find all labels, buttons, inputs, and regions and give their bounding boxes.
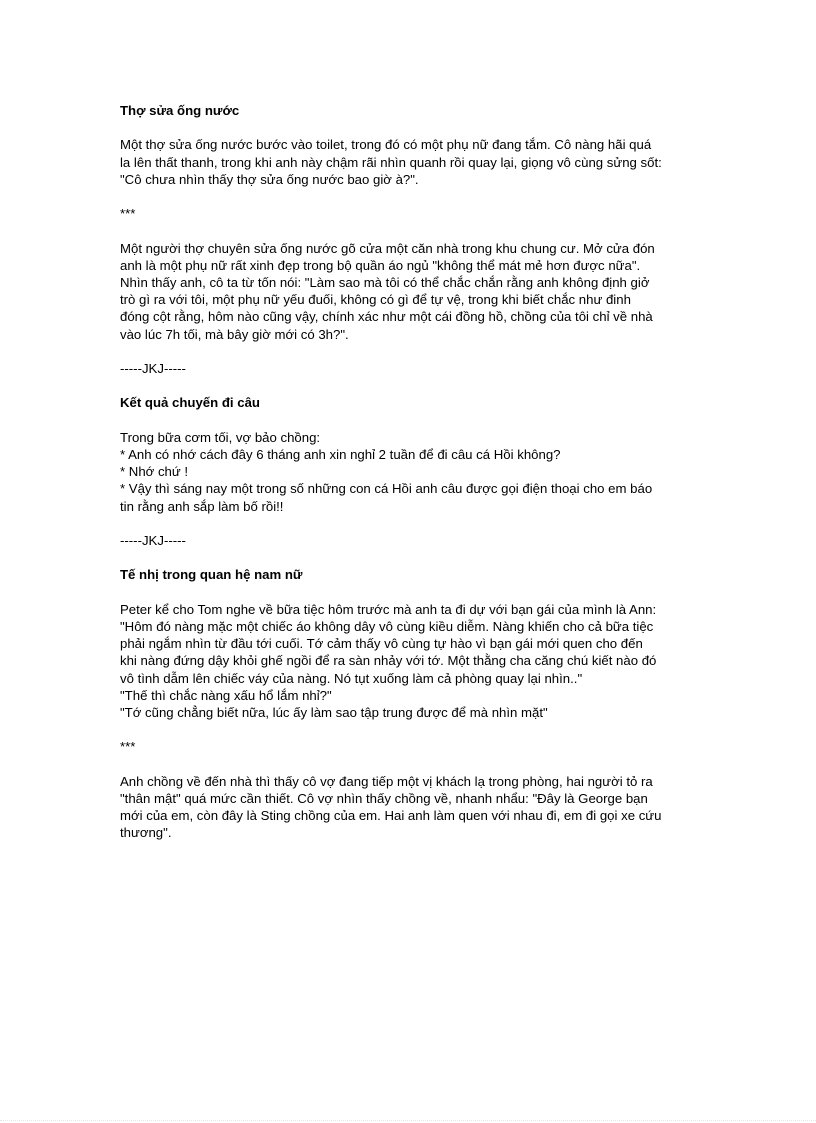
story-5-line: "thân mật" quá mức cần thiết. Cô vợ nhìn thấy chồng về, nhanh nhẩu: "Đây là George bạn <box>120 790 648 806</box>
story-3-line: tin rằng anh sắp làm bố rồi!! <box>120 498 284 514</box>
separator-jkj: -----JKJ----- <box>120 360 186 376</box>
story-2-line: trò gì ra với tôi, một phụ nữ yếu đuối, không có gì để tự vệ, trong khi biết chắc như đinh <box>120 292 631 308</box>
separator-stars: *** <box>120 206 136 222</box>
story-3-line: * Vậy thì sáng nay một trong số những con cá Hồi anh câu được gọi điện thoại cho em báo <box>120 481 653 497</box>
story-4-line: khi nàng đứng dậy khỏi ghế ngồi để ra sàn nhảy với tớ. Một thằng cha căng chú kiết nào đó <box>120 653 657 669</box>
story-5-line: Anh chồng về đến nhà thì thấy cô vợ đang tiếp một vị khách lạ trong phòng, hai người tỏ ra <box>120 773 653 789</box>
story-3-line: Trong bữa cơm tối, vợ bảo chồng: <box>120 429 321 445</box>
story-5-line: thương". <box>120 825 172 841</box>
story-2-line: Nhìn thấy anh, cô ta từ tốn nói: "Làm sao mà tôi có thể chắc chắn rằng anh không định giở <box>120 274 650 290</box>
story-2-line: vào lúc 7h tối, mà bây giờ mới có 3h?". <box>120 326 349 342</box>
story-2-line: anh là một phụ nữ rất xinh đẹp trong bộ quần áo ngủ "không thể mát mẻ hơn được nữa". <box>120 257 641 273</box>
story-4-body <box>120 601 700 721</box>
story-1-line: la lên thất thanh, trong khi anh này chậm rãi nhìn quanh rồi quay lại, giọng vô cùng sửng sốt: <box>120 154 662 170</box>
story-3-line: * Anh có nhớ cách đây 6 tháng anh xin nghỉ 2 tuần để đi câu cá Hồi không? <box>120 446 561 462</box>
story-4-line: "Hôm đó nàng mặc một chiếc áo không dây vô cùng kiều diễm. Nàng khiến cho cả bữa tiệc <box>120 618 654 634</box>
story-3-line: * Nhớ chứ ! <box>120 464 189 480</box>
story-4-line: Peter kể cho Tom nghe về bữa tiệc hôm trước mà anh ta đi dự với bạn gái của mình là Ann: <box>120 601 657 617</box>
story-4-line: "Thế thì chắc nàng xấu hổ lắm nhỉ?" <box>120 687 332 703</box>
story-4-line: phải ngắm nhìn từ đầu tới cuối. Tớ cảm thấy vô cùng tự hào vì bạn gái mới quen cho đến <box>120 636 643 652</box>
story-2-line: Một người thợ chuyên sửa ống nước gõ cửa một căn nhà trong khu chung cư. Mở cửa đón <box>120 240 655 256</box>
page-bottom-divider <box>0 1120 816 1121</box>
story-1-body <box>120 136 700 188</box>
story-3-title: Kết quả chuyến đi câu <box>120 395 260 411</box>
story-4-line: "Tớ cũng chẳng biết nữa, lúc ấy làm sao tập trung được để mà nhìn mặt" <box>120 704 548 720</box>
separator-stars: *** <box>120 739 136 755</box>
story-3-body <box>120 429 700 515</box>
story-1-title: Thợ sửa ống nước <box>120 103 240 118</box>
story-2-body <box>120 240 700 343</box>
story-1-line: "Cô chưa nhìn thấy thợ sửa ống nước bao giờ à?". <box>120 171 419 187</box>
story-4-title: Tế nhị trong quan hệ nam nữ <box>120 567 303 583</box>
separator-jkj: -----JKJ----- <box>120 532 186 548</box>
story-4-line: vô tình dẫm lên chiếc váy của nàng. Nó tụt xuống làm cả phòng quay lại nhìn.." <box>120 670 583 686</box>
story-5-line: mới của em, còn đây là Sting chồng của em. Hai anh làm quen với nhau đi, em đi gọi xe cứu <box>120 808 662 824</box>
document-page <box>120 102 700 859</box>
story-5-body <box>120 773 700 842</box>
story-2-line: đóng cột rằng, hôm nào cũng vậy, chính xác như một cái đồng hồ, chồng của tôi chỉ về nhà <box>120 309 653 325</box>
story-1-line: Một thợ sửa ống nước bước vào toilet, trong đó có một phụ nữ đang tắm. Cô nàng hãi quá <box>120 137 652 153</box>
